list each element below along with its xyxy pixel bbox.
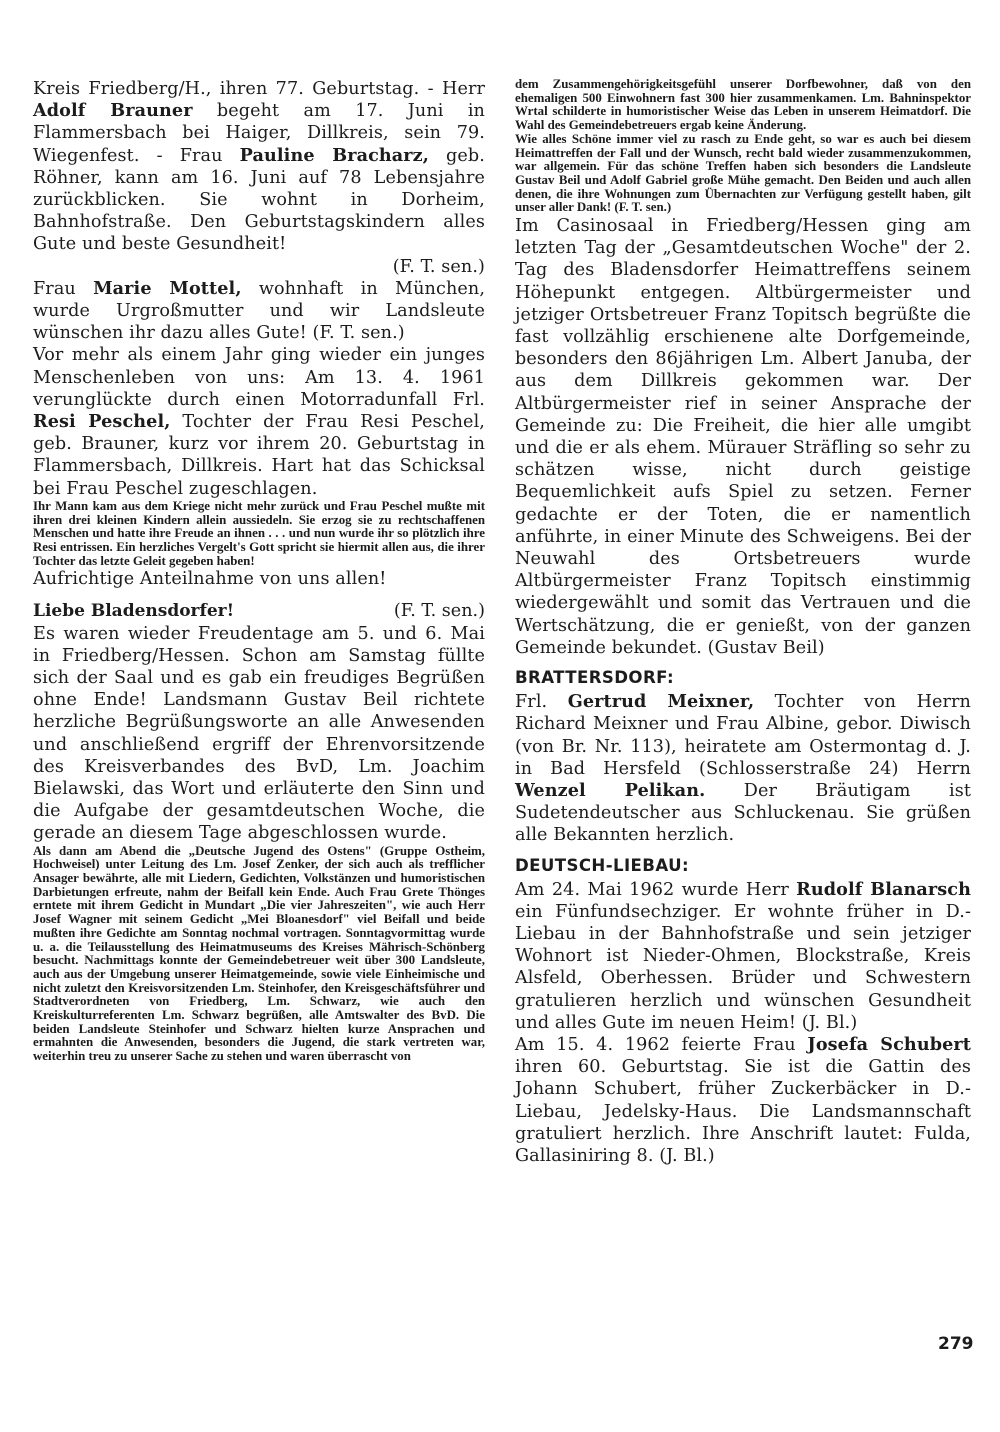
report-casinosaal: Im Casinosaal in Friedberg/Hessen ging am letzten Tag der „Gesamtdeutschen Woche" der 2. Tag des Bladensdorfer Heimattreffens seinem Höhepunkt entgegen. Altbürgermeister und jetziger Ortsbetreuer Franz Topitsch begrüßte die fast vollzählig erschienene alte Dorfgemeinde, besonders den 86jährigen Lm. Albert Januba, der aus dem Dillkreis gekommen war. Der Altbürgermeister rief in seiner Ansprache der Gemeinde zu: Die Freiheit, die hier alle umgibt und die er als ehem. Mürauer Sträfling so sehr zu schätzen wisse, nicht durch geistige Bequemlichkeit aufs Spiel zu setzen. Ferner gedachte er der Toten, die er namentlich anführte, in einer Minute des Schweigens. Bei der Neuwahl des Ortsbetreuers wurde Altbürgermeister Franz Topitsch einstimmig wiedergewählt und somit das Vertrauen und die Wertschätzung, die er genießt, von der ganzen Gemeinde bekundet. (Gustav Beil): [515, 216, 971, 658]
text-run: Am 24. Mai 1962 wurde Herr: [515, 879, 797, 900]
person-name: Adolf Brauner: [33, 100, 193, 122]
right-column: [515, 78, 971, 1167]
section-heading-deutsch-liebau: DEUTSCH-LIEBAU:: [515, 855, 689, 875]
text-run: ihren 60. Geburtstag. Sie ist die Gattin des Johann Schubert, früher Zuckerbäcker in D.-Liebau, Jedelsky-Haus. Die Landsmannschaft gratuliert herzlich. Ihre Anschrift lautet: Fulda, Gallasiniring 8. (J. Bl.): [515, 1057, 971, 1166]
text-run: begeht am 17. Juni in Flammersbach bei Haiger, Dillkreis, sein 79. Wiegenfest. - Frau: [33, 101, 485, 166]
obituary-peschel-detail: Ihr Mann kam aus dem Kriege nicht mehr zurück und Frau Peschel mußte mit ihren drei kleinen Kindern allein aussiedeln. Sie erzog sie zu rechtschaffenen Menschen und hatte ihre Freude an ihnen . . . und nun wurde ihr so plötzlich ihre Resi entrissen. Ein herzliches Vergelt's Gott spricht sie hiermit allen aus, die ihrer Tochter das letzte Geleit gegeben haben!: [33, 498, 485, 568]
person-name: Pauline Bracharz,: [239, 144, 429, 166]
person-name: Resi Peschel,: [33, 411, 171, 433]
person-name: Gertrud Meixner,: [567, 691, 755, 713]
birthday-notice-brauner-bracharz: [33, 78, 485, 256]
text-run: Am 15. 4. 1962 feierte Frau: [515, 1034, 808, 1055]
signature: (F. T. sen.): [392, 256, 485, 277]
text-run: Tochter von Herrn Richard Meixner und Frau Albine, gebor. Diwisch (von Br. Nr. 113), heiratete am Ostermontag d. J. in Bad Hersfeld (Schlosserstraße 24) Herrn: [515, 692, 971, 779]
birthday-notice-schubert: [515, 1034, 971, 1167]
text-run: wohnhaft in München, wurde Urgroßmutter und wir Landsleute wünschen ihr dazu alles Gute! (F. T. sen.): [33, 278, 486, 344]
report-bladensdorf-thanks: Wie alles Schöne immer viel zu rasch zu Ende geht, so war es auch bei diesem Heimattreffen der Fall und der Wunsch, recht bald wieder zusammenzukommen, war allgemein. Für das schöne Treffen haben sich besonders die Landsleute Gustav Beil und Adolf Gabriel große Mühe gemacht. Den Beiden und auch allen denen, die ihre Wohnungen zum Übernachten zur Verfügung gestellt haben, gilt unser aller Dank! (F. T. sen.): [515, 131, 971, 215]
person-name: Rudolf Blanarsch: [796, 878, 971, 900]
text-run: Frau: [33, 278, 94, 299]
text-run: ein Fünfundsechziger. Er wohnte früher in D.-Liebau in der Bahnhofstraße und sein jetziger Wohnort ist Nieder-Ohmen, Blockstraße, Kreis Alsfeld, Oberhessen. Brüder und Schwestern gratulieren herzlich und wünschen Gesundheit und alles Gute im neuen Heim! (J. Bl.): [515, 901, 971, 1033]
signature: (F. T. sen.): [393, 600, 485, 621]
section-heading-bladensdorfer: Liebe Bladensdorfer!: [33, 600, 235, 621]
person-name: Josefa Schubert: [807, 1033, 972, 1055]
person-name: Marie Mottel,: [93, 277, 242, 299]
condolence-line: Aufrichtige Anteilnahme von uns allen!: [33, 569, 387, 590]
report-bladensdorf-evening: Als dann am Abend die „Deutsche Jugend des Ostens" (Gruppe Ostheim, Hochweisel) unter Leitung des Lm. Josef Zenker, der sich auch als trefflicher Ansager bewährte, alle mit Liedern, Gedichten, Volkstänzen und humoristischen Darbietungen erfreute, nahm der Beifall kein Ende. Auch Frau Grete Thönges erntete mit ihrem Gedicht in Mundart „Die vier Jahreszeiten", wie auch Herr Josef Wagner mit seinem Gedicht „Mei Bloanesdorf" viel Beifall und beide mußten ihre Gedichte am Sonntag nochmal vortragen. Sonntagvormittag wurde u. a. die Teilausstellung des Heimatmuseums des Kreises Mährisch-Schönberg besucht. Nachmittags konnte der Gemeindebetreuer weit über 300 Landsleute, auch aus der Umgebung unserer Heimatgemeinde, sowie viele Einheimische und nicht zuletzt den Kreisvorsitzenden Lm. Steinhofer, den Kreisgeschäftsführer und Stadtverordneten von Friedberg, Lm. Schwarz, wie auch den Kreiskulturreferenten Lm. Schwarz begrüßen, alle Amtswalter des BvD. Die beiden Landsleute Steinhofer und Schwarz hielten kurze Ansprachen und ermahnten die Anwesenden, besonders die Jugend, die stark vertreten war, weiterhin treu zu unserer Sache zu stehen und waren überrascht von: [33, 843, 485, 1064]
text-run: Kreis Friedberg/H., ihren 77. Geburtstag. - Herr: [33, 79, 485, 99]
text-run: Der Bräutigam ist Sudetendeutscher aus Schluckenau. Sie grüßen alle Bekannten herzlich.: [515, 780, 971, 846]
text-run: Frl.: [515, 692, 568, 713]
text-run: Tochter der Frau Resi Peschel, geb. Brauner, kurz vor ihrem 20. Geburtstag in Flammersbach, Dillkreis. Hart hat das Schicksal bei Frau Peschel zugeschlagen.: [33, 412, 485, 499]
section-heading-brattersdorf: BRATTERSDORF:: [515, 668, 674, 688]
page-number: 279: [938, 1334, 974, 1354]
text-run: Vor mehr als einem Jahr ging wieder ein junges Menschenleben von uns: Am 13. 4. 1961 verunglückte durch einen Motorradunfall Frl.: [33, 345, 485, 410]
report-bladensdorf-continued: dem Zusammengehörigkeitsgefühl unserer Dorfbewohner, daß von den ehemaligen 500 Einwohnern fast 300 hier zusammenkamen. Lm. Bahninspektor Wrtal schilderte in humoristischer Weise das Leben in unserem Heimatdorf. Die Wahl des Gemeindebetreuers ergab keine Änderung.: [515, 77, 971, 133]
notice-mottel: [33, 278, 485, 345]
text-run: geb. Röhner, kann am 16. Juni auf 78 Lebensjahre zurückblicken. Sie wohnt in Dorheim, Bahnhofstraße. Den Geburtstagskindern alles Gute und beste Gesundheit!: [33, 145, 485, 255]
obituary-peschel: [33, 344, 485, 499]
left-column: [33, 78, 485, 1064]
bladensdorfer-heading-row: [33, 597, 485, 623]
person-name: Wenzel Pelikan.: [515, 779, 706, 801]
birthday-notice-blanarsch: [515, 879, 971, 1034]
report-bladensdorf-meeting: Es waren wieder Freudentage am 5. und 6. Mai in Friedberg/Hessen. Schon am Samstag füllte sich der Saal und es gab ein freudiges Begrüßen ohne Ende! Landsmann Gustav Beil richtete herzliche Begrüßungsworte an alle Anwesenden und anschließend ergriff der Ehrenvorsitzende des Kreisverbandes des BvD, Lm. Joachim Bielawski, das Wort und erläuterte den Sinn und die Aufgabe der gesamtdeutschen Woche, die gerade an diesem Tage abgeschlossen wurde.: [33, 623, 485, 844]
wedding-notice-meixner: [515, 691, 971, 846]
